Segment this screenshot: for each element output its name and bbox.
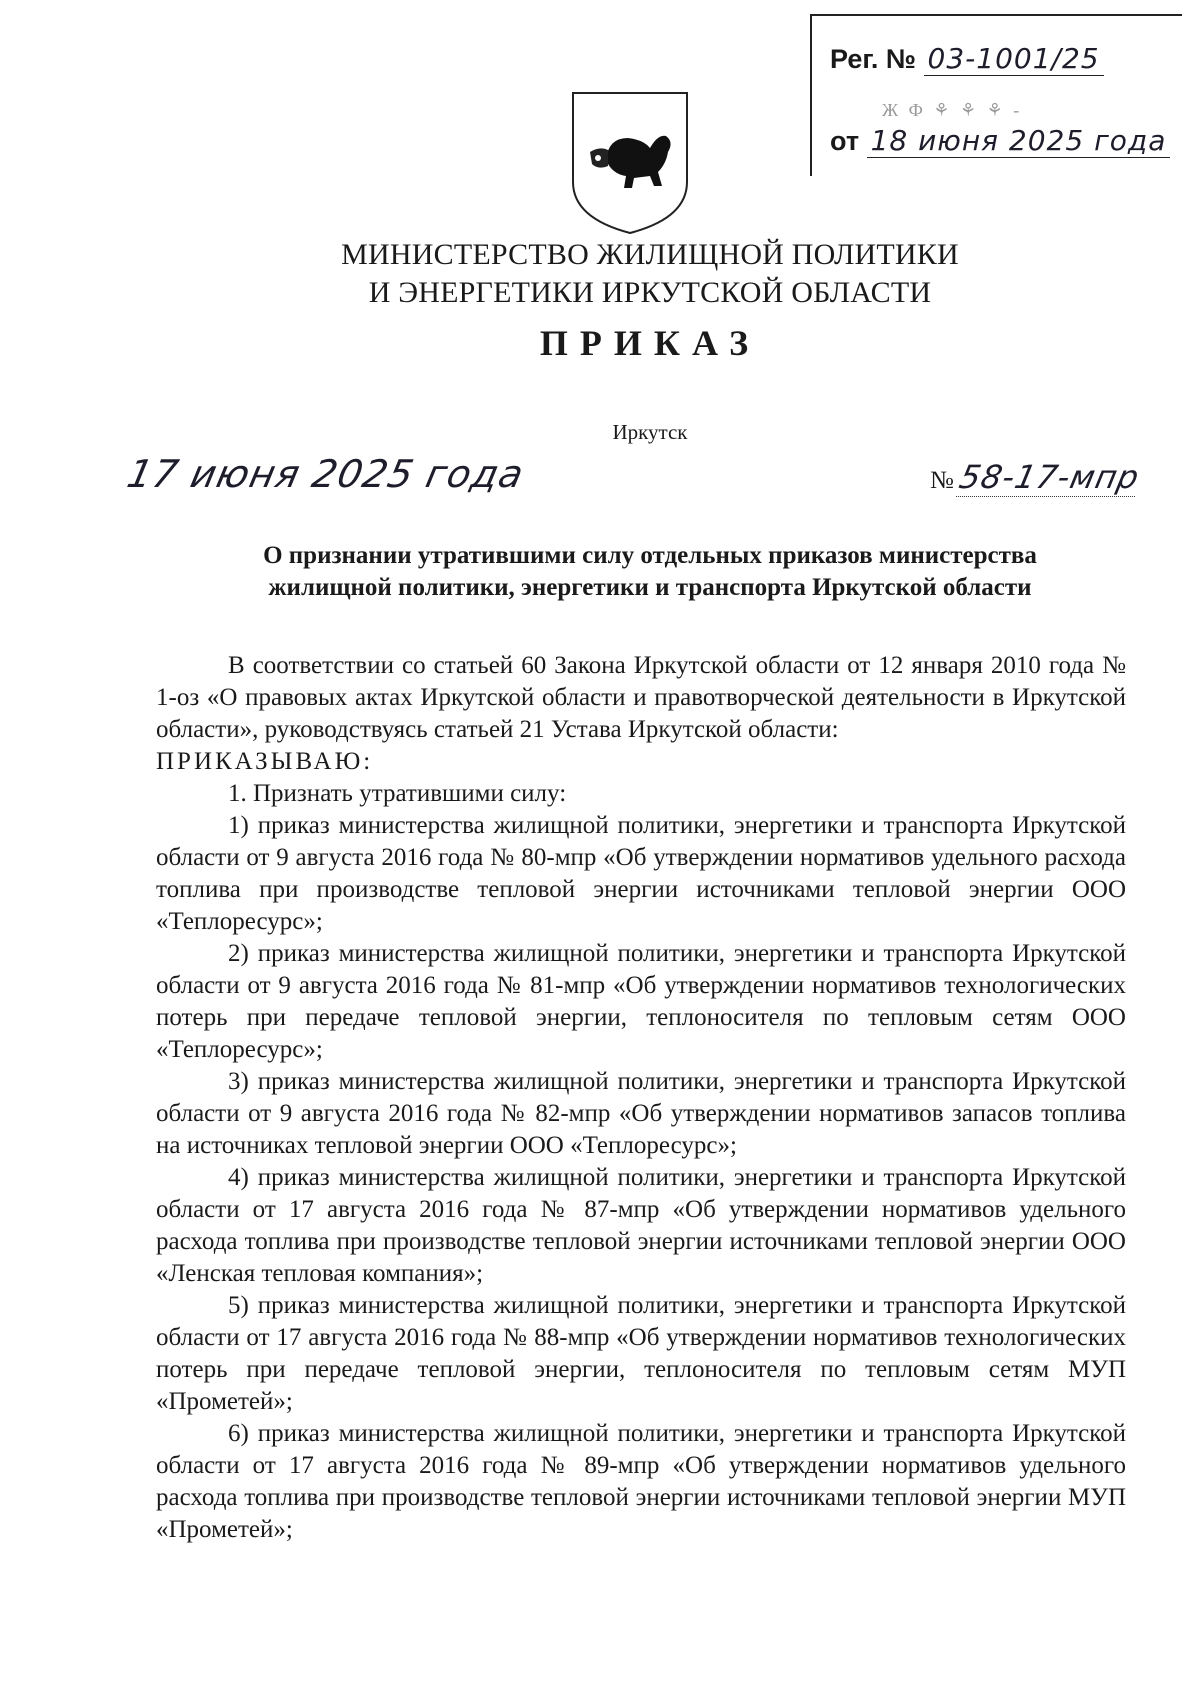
reg-number: 03-1001/25: [924, 42, 1104, 76]
document-type: ПРИКАЗ: [539, 323, 761, 363]
list-item: 6) приказ министерства жилищной политики, энергетики и транспорта Иркутской области от 17 августа 2016 года № 89-мпр «Об утверждении нормативов удельного расхода топлива при производстве тепловой энергии источниками тепловой энергии МУП «Прометей»;: [156, 1420, 1126, 1543]
reg-label: Рег. №: [830, 44, 916, 74]
order-number-label: №: [930, 467, 954, 494]
ministry-name-line1: МИНИСТЕРСТВО ЖИЛИЩНОЙ ПОЛИТИКИ: [341, 238, 959, 271]
document-title: [150, 540, 1150, 604]
city: Иркутск: [612, 420, 688, 444]
title-line2: жилищной политики, энергетики и транспорта Иркутской области: [268, 574, 1032, 601]
coat-of-arms-icon: [570, 90, 690, 236]
order-date-handwritten: 17 июня 2025 года: [123, 452, 529, 496]
registration-number-line: [830, 42, 1104, 75]
preamble-paragraph: В соответствии со статьей 60 Закона Иркутской области от 12 января 2010 года № 1-оз «О правовых актах Иркутской области и правотворческой деятельности в Иркутской области», руководствуясь статьей 21 Устава Иркутской области:: [156, 652, 1126, 743]
reg-date-value: 18 июня 2025 года: [867, 124, 1171, 158]
faint-mark: Ж Ф ⚘ ⚘ ⚘ -: [882, 100, 1023, 120]
registration-stamp: [810, 14, 1182, 176]
reg-date-label: от: [830, 126, 860, 156]
title-line1: О признании утратившими силу отдельных приказов министерства: [263, 542, 1037, 569]
order-date: [123, 452, 529, 497]
list-item: 5) приказ министерства жилищной политики, энергетики и транспорта Иркутской области от 17 августа 2016 года № 88-мпр «Об утверждении нормативов технологических потерь при передаче тепловой энергии, теплоносителя по тепловым сетям МУП «Прометей»;: [156, 1292, 1126, 1415]
orders-heading: ПРИКАЗЫВАЮ:: [156, 748, 374, 775]
order-number: [930, 458, 1144, 497]
registration-date-line: [830, 124, 1170, 157]
order-number-handwritten: 58-17-мпр: [956, 458, 1144, 496]
point-1: 1. Признать утратившими силу:: [228, 780, 567, 807]
document-body: [156, 650, 1126, 1546]
ministry-name-line2: И ЭНЕРГЕТИКИ ИРКУТСКОЙ ОБЛАСТИ: [368, 276, 932, 309]
list-item: 4) приказ министерства жилищной политики, энергетики и транспорта Иркутской области от 17 августа 2016 года № 87-мпр «Об утверждении нормативов удельного расхода топлива при производстве тепловой энергии источниками тепловой энергии ООО «Ленская тепловая компания»;: [156, 1164, 1126, 1287]
list-item: 2) приказ министерства жилищной политики, энергетики и транспорта Иркутской области от 9 августа 2016 года № 81-мпр «Об утверждении нормативов технологических потерь при передаче тепловой энергии, теплоносителя по тепловым сетям ООО «Теплоресурс»;: [156, 940, 1126, 1063]
list-item: 3) приказ министерства жилищной политики, энергетики и транспорта Иркутской области от 9 августа 2016 года № 82-мпр «Об утверждении нормативов запасов топлива на источниках тепловой энергии ООО «Теплоресурс»;: [156, 1068, 1126, 1159]
list-item: 1) приказ министерства жилищной политики, энергетики и транспорта Иркутской области от 9 августа 2016 года № 80-мпр «Об утверждении нормативов удельного расхода топлива при производстве тепловой энергии источниками тепловой энергии ООО «Теплоресурс»;: [156, 812, 1126, 935]
